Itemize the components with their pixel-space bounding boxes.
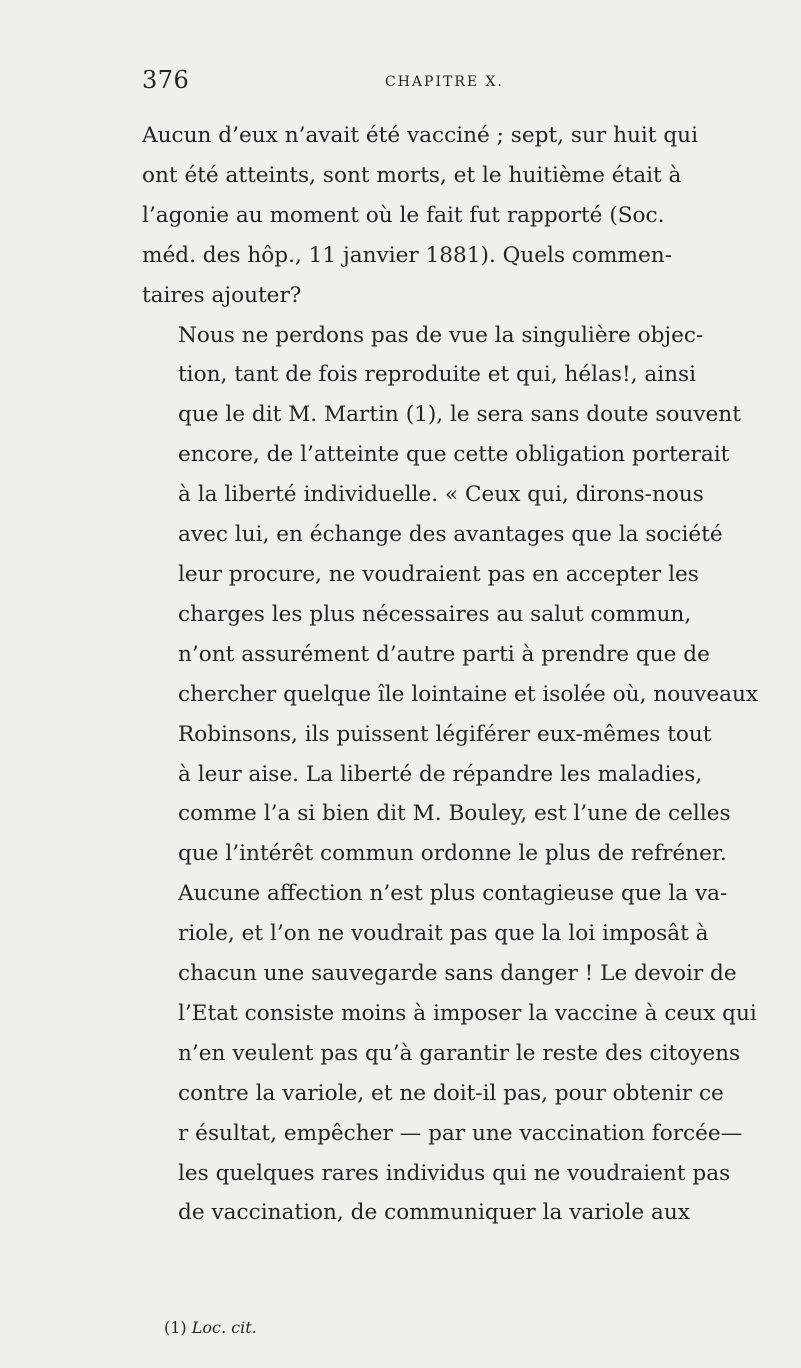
text-line: Robinsons, ils puissent légiférer eux-mêmes tout [178,721,712,747]
paragraph-2 [142,316,762,1234]
text-line: que l’intérêt commun ordonne le plus de refréner. [178,841,727,867]
body-text [142,116,762,1233]
text-line: Aucune affection n’est plus contagieuse que la va- [178,881,728,907]
text-line: à leur aise. La liberté de répandre les maladies, [178,761,703,787]
text-line: méd. des hôp., 11 janvier 1881). Quels commen- [142,242,672,268]
text-line: charges les plus nécessaires au salut commun, [178,601,692,627]
text-line: de vaccination, de communiquer la variole aux [178,1200,691,1226]
page-number: 376 [142,66,190,94]
text-line: à la liberté individuelle. « Ceux qui, dirons-nous [178,482,704,508]
footnote-text: Loc. cit. [191,1318,257,1337]
paragraph-1 [142,116,762,316]
text-line: leur procure, ne voudraient pas en accepter les [178,561,699,587]
footnote-marker: (1) [164,1318,187,1337]
page-header [142,66,762,98]
text-line: chacun une sauvegarde sans danger ! Le devoir de [178,961,737,987]
text-line: ont été atteints, sont morts, et le huitième était à [142,162,682,188]
text-line: Aucun d’eux n’avait été vacciné ; sept, sur huit qui [142,123,698,148]
text-line: Nous ne perdons pas de vue la singulière objec- [178,322,704,348]
text-line: contre la variole, et ne doit-il pas, pour obtenir ce [178,1080,724,1106]
text-line: que le dit M. Martin (1), le sera sans doute souvent [178,402,741,428]
text-line: r ésultat, empêcher — par une vaccination forcée— [178,1120,743,1146]
text-line: n’en veulent pas qu’à garantir le reste des citoyens [178,1040,741,1066]
text-line: tion, tant de fois reproduite et qui, hélas!, ainsi [178,362,697,388]
text-line: chercher quelque île lointaine et isolée où, nouveaux [178,681,759,707]
text-line: comme l’a si bien dit M. Bouley, est l’une de celles [178,801,731,827]
text-line: les quelques rares individus qui ne voudraient pas [178,1160,731,1186]
text-line: encore, de l’atteinte que cette obligation porterait [178,442,730,468]
text-line: taires ajouter? [142,282,302,308]
text-line: l’agonie au moment où le fait fut rapporté (Soc. [142,202,665,228]
footnote [164,1318,257,1337]
text-line: avec lui, en échange des avantages que la société [178,522,723,548]
text-line: n’ont assurément d’autre parti à prendre que de [178,641,710,667]
text-line: l’Etat consiste moins à imposer la vaccine à ceux qui [178,1000,757,1026]
running-head: CHAPITRE X. [385,74,504,90]
text-line: riole, et l’on ne voudrait pas que la loi imposât à [178,921,709,947]
